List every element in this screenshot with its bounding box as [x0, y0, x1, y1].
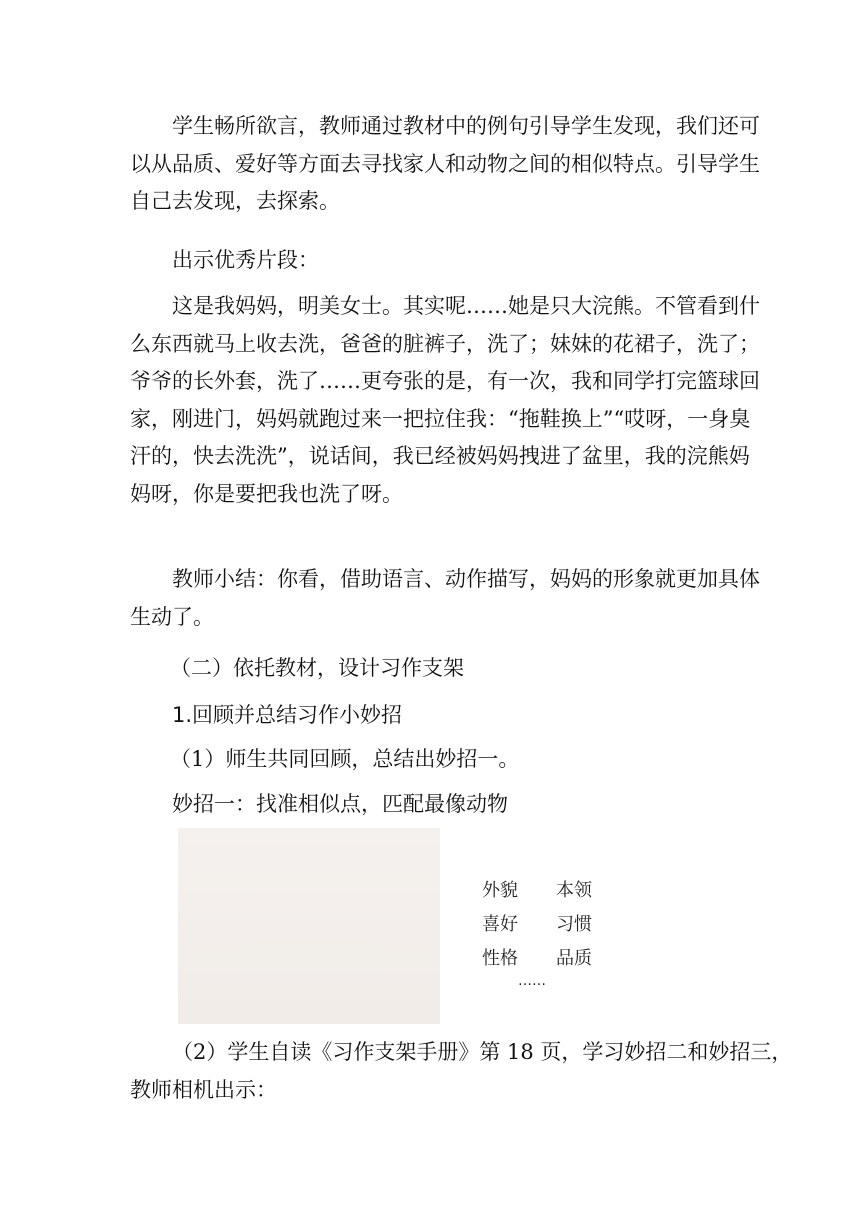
- traits-ellipsis: ……: [518, 973, 546, 989]
- traits-row: [482, 874, 592, 908]
- illustration-background: [178, 828, 440, 1024]
- traits-row: [482, 908, 592, 942]
- text-line: 学生畅所欲言，教师通过教材中的例句引导学生发现，我们还可: [172, 114, 760, 138]
- subsection-heading: [172, 697, 772, 735]
- text-line: （1）师生共同回顾，总结出妙招一。: [170, 747, 520, 771]
- paragraph-show-excerpt: [130, 242, 730, 280]
- text-line: 教师小结：你看，借助语言、动作描写，妈妈的形象就更加具体: [172, 567, 760, 591]
- text-line: 妙招一：找准相似点，匹配最像动物: [172, 792, 508, 816]
- trait-label: 本领: [556, 880, 592, 901]
- step-one: [170, 741, 770, 779]
- trait-label: 喜好: [482, 914, 518, 935]
- text-line: 教师相机出示：: [130, 1077, 277, 1102]
- trait-label: 习惯: [556, 914, 592, 935]
- text-line: 这是我妈妈，明美女士。其实呢……她是只大浣熊。不管看到什: [172, 294, 760, 318]
- text-line: 汗的，快去洗洗”，说话间，我已经被妈妈拽进了盆里，我的浣熊妈: [130, 444, 750, 468]
- paragraph-discussion: [130, 108, 760, 221]
- text-line: （2）学生自读《习作支架手册》第 18 页，学习妙招二和妙招三，: [172, 1040, 793, 1064]
- trait-label: 外貌: [482, 880, 518, 901]
- text-line: （二）依托教材，设计习作支架: [170, 656, 464, 680]
- text-line: 么东西就马上收去洗，爸爸的脏裤子，洗了；妹妹的花裙子，洗了；: [130, 331, 760, 356]
- text-line: 以从品质、爱好等方面去寻找家人和动物之间的相似特点。引导学生: [130, 151, 760, 176]
- text-line: 生动了。: [130, 604, 214, 629]
- traits-row: [482, 942, 592, 976]
- section-heading: [170, 650, 770, 688]
- step-two: [130, 1034, 793, 1109]
- trait-label: 性格: [482, 948, 518, 969]
- paragraph-teacher-summary: [130, 561, 760, 636]
- text-line: 爷爷的长外套，洗了……更夸张的是，有一次，我和同学打完篮球回: [130, 369, 760, 393]
- text-line: 出示优秀片段：: [172, 248, 319, 272]
- illustration-mother-sheep: [178, 828, 440, 1024]
- trait-label: 品质: [556, 948, 592, 969]
- text-line: 自己去发现，去探索。: [130, 189, 340, 213]
- paragraph-excellent-excerpt: [130, 288, 760, 513]
- text-line: 1.回顾并总结习作小妙招: [172, 703, 403, 727]
- traits-grid: [482, 874, 592, 990]
- tip-one: [172, 786, 772, 824]
- text-line: 家，刚进门，妈妈就跑过来一把拉住我：“拖鞋换上”“哎呀，一身臭: [130, 406, 751, 431]
- text-line: 妈呀，你是要把我也洗了呀。: [130, 481, 403, 506]
